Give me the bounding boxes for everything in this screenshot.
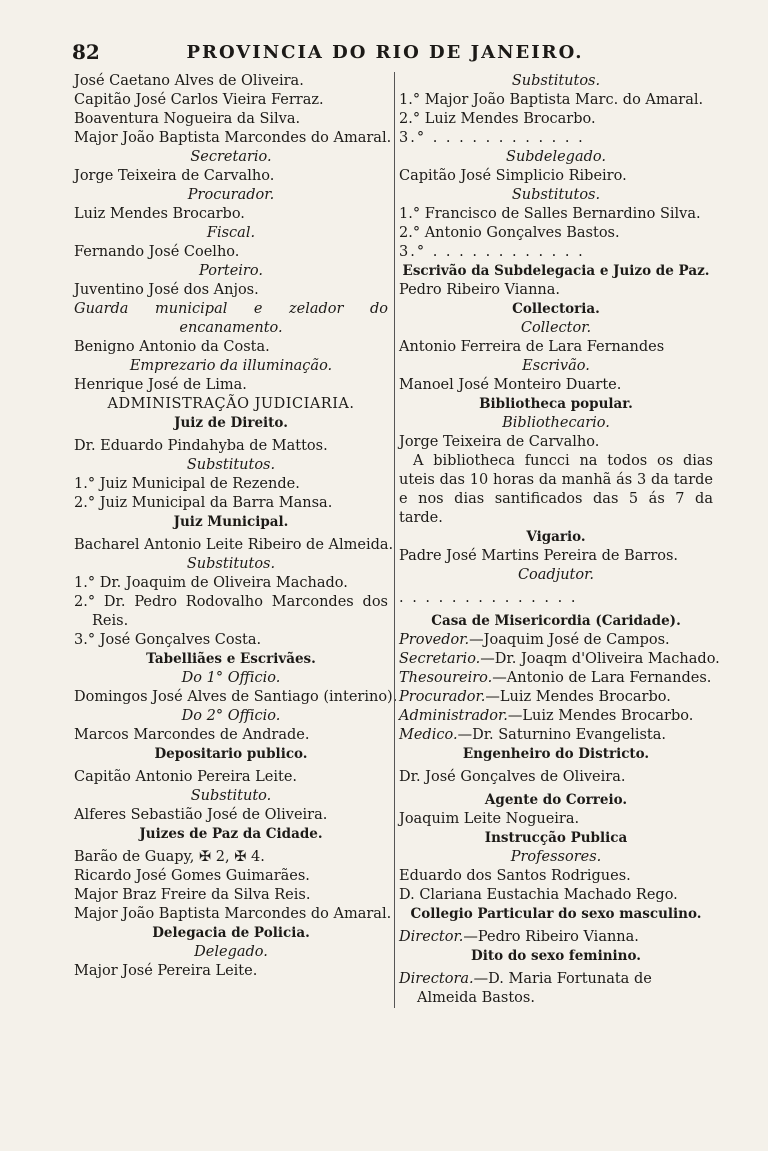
section-caption-officio-2: Do 2° Officio. [181,708,281,724]
person-entry: Major João Baptista Marcondes do Amaral. [74,906,392,922]
section-caption-procurador: Procurador. [187,187,275,203]
person-entry: Marcos Marcondes de Andrade. [74,727,310,743]
person-entry: Manoel José Monteiro Duarte. [399,377,622,393]
heading-delegacia: Delegacia de Policia. [152,925,310,941]
heading-instruccao: Instrucção Publica [484,830,628,846]
person-entry: Bacharel Antonio Leite Ribeiro de Almeida. [74,537,394,553]
section-caption-subdelegado: Subdelegado. [506,149,606,165]
officer-entry: Directora.—D. Maria Fortunata de Almeida Bastos. [399,971,652,1006]
substitute-entry: 1.° Dr. Joaquim de Oliveira Machado. [74,575,348,591]
substitute-entry: 1.° Juiz Municipal de Rezende. [74,476,300,492]
section-caption-substitutos: Substitutos. [186,556,276,572]
person-entry: Jorge Teixeira de Carvalho. [399,434,600,450]
person-entry: Major José Pereira Leite. [74,963,258,979]
heading-juiz-direito: Juiz de Direito. [174,415,288,431]
section-caption-escrivao: Escrivão. [522,358,590,374]
officer-entry: Thesoureiro.—Antonio de Lara Fernandes. [399,670,712,686]
person-entry: Dr. José Gonçalves de Oliveira. [399,769,626,785]
section-title-admin: ADMINISTRAÇÃO JUDICIARIA. [107,396,355,412]
substitute-entry: 2.° Luiz Mendes Brocarbo. [399,111,596,127]
section-caption-emprezario: Emprezario da illuminação. [129,358,333,374]
section-caption-substitutos: Substitutos. [511,73,601,89]
substitute-entry: 1.° Major João Baptista Marc. do Amaral. [399,92,704,108]
substitute-entry: 1.° Francisco de Salles Bernardino Silva. [399,206,701,222]
substitute-entry: 3.° José Gonçalves Costa. [74,632,262,648]
section-caption-substitutos: Substitutos. [511,187,601,203]
person-entry: Ricardo José Gomes Guimarães. [74,868,310,884]
officer-entry: Provedor.—Joaquim José de Campos. [399,632,670,648]
section-caption-guarda: Guarda municipal e zelador do encanamento. [74,301,388,336]
page-title: PROVINCIA DO RIO DE JANEIRO. [186,42,584,63]
person-entry: Juventino José dos Anjos. [74,282,259,298]
section-caption-coadjutor: Coadjutor. [517,567,595,583]
person-entry: Benigno Antonio da Costa. [74,339,270,355]
section-caption-professores: Professores. [510,849,602,865]
substitute-entry: 2.° Juiz Municipal da Barra Mansa. [74,495,333,511]
heading-collegio-feminino: Dito do sexo feminino. [471,948,641,964]
person-entry: Henrique José de Lima. [74,377,247,393]
person-entry: Antonio Ferreira de Lara Fernandes [399,339,665,355]
person-entry: Domingos José Alves de Santiago (interino). [74,689,398,705]
section-caption-porteiro: Porteiro. [199,263,263,279]
heading-engenheiro: Engenheiro do Districto. [462,746,650,762]
page-number: 82 [72,40,100,64]
section-caption-substitutos: Substitutos. [186,457,276,473]
council-member: Boaventura Nogueira da Silva. [74,111,301,127]
person-entry: Eduardo dos Santos Rodrigues. [399,868,631,884]
heading-juiz-municipal: Juiz Municipal. [173,514,289,530]
section-caption-bibliothecario: Bibliothecario. [502,415,610,431]
section-caption-secretario: Secretario. [190,149,272,165]
council-member: Capitão José Carlos Vieira Ferraz. [74,92,324,108]
heading-tabelliaes: Tabelliães e Escrivães. [146,651,316,667]
heading-agente-correio: Agente do Correio. [484,792,628,808]
heading-bibliotheca: Bibliotheca popular. [479,396,633,412]
heading-collegio-masculino: Collegio Particular do sexo masculino. [410,906,702,922]
heading-juizes-paz: Juizes de Paz da Cidade. [139,826,323,842]
person-entry: D. Clariana Eustachia Machado Rego. [399,887,678,903]
section-caption-fiscal: Fiscal. [206,225,256,241]
person-entry: Capitão José Simplicio Ribeiro. [399,168,627,184]
person-entry: Joaquim Leite Nogueira. [399,811,580,827]
person-entry: Jorge Teixeira de Carvalho. [74,168,275,184]
person-entry: Luiz Mendes Brocarbo. [74,206,245,222]
person-entry: Major Braz Freire da Silva Reis. [74,887,311,903]
officer-entry: Administrador.—Luiz Mendes Brocarbo. [399,708,694,724]
section-caption-substituto: Substituto. [190,788,272,804]
person-entry: Fernando José Coelho. [74,244,240,260]
council-member: José Caetano Alves de Oliveira. [74,73,304,89]
person-entry: Alferes Sebastião José de Oliveira. [74,807,328,823]
person-entry: Pedro Ribeiro Vianna. [399,282,560,298]
substitute-entry: 3.° . . . . . . . . . . . . [399,244,585,260]
heading-vigario: Vigario. [526,529,586,545]
section-caption-officio-1: Do 1° Officio. [181,670,281,686]
council-member: Major João Baptista Marcondes do Amaral. [74,130,392,146]
person-entry: Capitão Antonio Pereira Leite. [74,769,298,785]
person-entry: Dr. Eduardo Pindahyba de Mattos. [74,438,328,454]
section-caption-collector: Collector. [520,320,592,336]
officer-entry: Director.—Pedro Ribeiro Vianna. [399,929,639,945]
officer-entry: Procurador.—Luiz Mendes Brocarbo. [399,689,671,705]
substitute-entry: 2.° Dr. Pedro Rodovalho Marcondes dos Reis. [74,594,388,629]
substitute-entry: 3.° . . . . . . . . . . . . [399,130,585,146]
page-header [60,40,710,68]
section-caption-delegado: Delegado. [194,944,268,960]
heading-escrivao-subdelegacia: Escrivão da Subdelegacia e Juizo de Paz. [402,263,710,279]
placeholder-dots: . . . . . . . . . . . . . . [399,590,578,606]
left-column [74,72,398,981]
heading-depositario: Depositario publico. [154,746,308,762]
person-entry: Padre José Martins Pereira de Barros. [399,548,679,564]
heading-casa-misericordia: Casa de Misericordia (Caridade). [431,613,681,629]
person-entry: Barão de Guapy, ✠ 2, ✠ 4. [74,849,265,865]
library-hours-note: A bibliotheca funcci na todos os dias uteis das 10 horas da manhã ás 3 da tarde e nos dias santificados das 5 ás 7 da tarde. [399,453,713,526]
right-column [394,72,720,1008]
officer-entry: Medico.—Dr. Saturnino Evangelista. [399,727,666,743]
substitute-entry: 2.° Antonio Gonçalves Bastos. [399,225,620,241]
officer-entry: Secretario.—Dr. Joaqm d'Oliveira Machado. [399,651,720,667]
heading-collectoria: Collectoria. [512,301,600,317]
